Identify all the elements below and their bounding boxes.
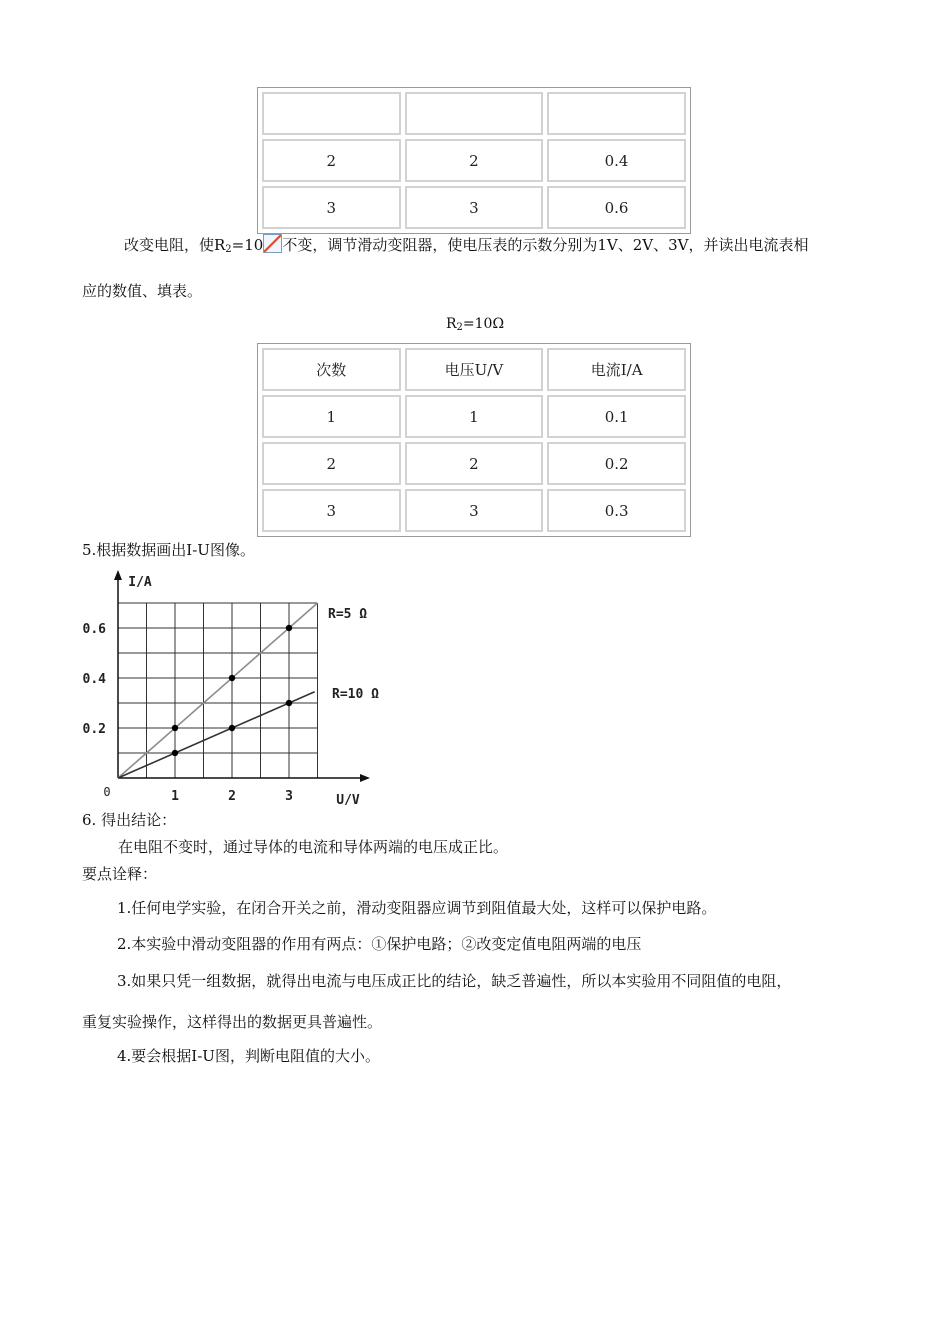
data-point bbox=[229, 725, 235, 731]
data-point bbox=[172, 750, 178, 756]
table-cell bbox=[262, 92, 401, 135]
conclusion-text: 在电阻不变时，通过导体的电流和导体两端的电压成正比。 bbox=[118, 838, 509, 856]
step-6-heading: 6. 得出结论： bbox=[82, 811, 177, 829]
note-4: 4.要会根据I-U图，判断电阻值的大小。 bbox=[117, 1047, 380, 1065]
data-table-r1 bbox=[257, 87, 691, 234]
x-tick-label: 1 bbox=[171, 789, 179, 804]
table-cell: 3 bbox=[405, 186, 544, 229]
subscript: 2 bbox=[225, 244, 232, 255]
data-table-r2 bbox=[257, 343, 691, 537]
note-2: 2.本实验中滑动变阻器的作用有两点：①保护电路；②改变定值电阻两端的电压 bbox=[117, 935, 642, 953]
x-tick-label: 2 bbox=[228, 789, 236, 804]
table-cell: 0.1 bbox=[547, 395, 686, 438]
text: 不变，调节滑动变阻器，使电压表的示数分别为1V、2V、3V，并读出电流表相 bbox=[282, 236, 809, 254]
table-cell: 3 bbox=[405, 489, 544, 532]
table-row bbox=[262, 442, 686, 485]
table-row bbox=[262, 139, 686, 182]
y-tick-label: 0.2 bbox=[82, 722, 106, 737]
text: =10Ω bbox=[462, 316, 505, 332]
origin-label: 0 bbox=[103, 785, 111, 799]
table-header-row bbox=[262, 348, 686, 391]
x-tick-label: 3 bbox=[285, 789, 293, 804]
table-cell: 2 bbox=[262, 139, 401, 182]
broken-image-icon bbox=[263, 234, 282, 253]
notes-title: 要点诠释： bbox=[82, 865, 158, 883]
column-header: 电压U/V bbox=[405, 348, 544, 391]
series-label: R=5 Ω bbox=[328, 607, 368, 622]
series-label: R=10 Ω bbox=[332, 687, 379, 702]
table-row bbox=[262, 489, 686, 532]
note-1: 1.任何电学实验，在闭合开关之前，滑动变阻器应调节到阻值最大处，这样可以保护电路。 bbox=[117, 899, 717, 917]
y-axis-label: I/A bbox=[128, 575, 152, 590]
table-cell: 2 bbox=[405, 139, 544, 182]
data-point bbox=[229, 675, 235, 681]
text: R bbox=[446, 316, 457, 332]
table-cell: 0.4 bbox=[547, 139, 686, 182]
data-point bbox=[172, 725, 178, 731]
table-cell: 0.6 bbox=[547, 186, 686, 229]
table-row bbox=[262, 186, 686, 229]
table-cell: 0.2 bbox=[547, 442, 686, 485]
text: 改变电阻，使R bbox=[124, 236, 226, 254]
iu-graph bbox=[80, 570, 400, 810]
table-cell: 1 bbox=[262, 395, 401, 438]
table-cell bbox=[547, 92, 686, 135]
data-point bbox=[286, 625, 292, 631]
series-line bbox=[118, 692, 315, 778]
y-axis-arrow-icon bbox=[114, 570, 122, 580]
table-caption bbox=[446, 316, 504, 333]
instruction-line-1 bbox=[124, 234, 808, 255]
column-header: 次数 bbox=[262, 348, 401, 391]
data-point bbox=[286, 700, 292, 706]
iu-graph-svg bbox=[80, 570, 400, 810]
note-3-line-1: 3.如果只凭一组数据，就得出电流与电压成正比的结论，缺乏普遍性，所以本实验用不同阻值的电阻， bbox=[117, 972, 792, 990]
instruction-line-2: 应的数值、填表。 bbox=[82, 282, 203, 300]
x-axis-label: U/V bbox=[336, 793, 360, 808]
table-cell: 1 bbox=[405, 395, 544, 438]
note-3-line-2: 重复实验操作，这样得出的数据更具普遍性。 bbox=[82, 1013, 383, 1031]
table-row bbox=[262, 92, 686, 135]
y-tick-label: 0.4 bbox=[82, 672, 106, 687]
column-header: 电流I/A bbox=[547, 348, 686, 391]
subscript: 2 bbox=[456, 322, 463, 333]
table-cell: 3 bbox=[262, 186, 401, 229]
y-tick-label: 0.6 bbox=[82, 622, 106, 637]
table-cell: 2 bbox=[405, 442, 544, 485]
table-cell: 2 bbox=[262, 442, 401, 485]
step-5-heading: 5.根据数据画出I-U图像。 bbox=[82, 541, 255, 559]
text: =10 bbox=[231, 236, 264, 254]
table-row bbox=[262, 395, 686, 438]
x-axis-arrow-icon bbox=[360, 774, 370, 782]
table-cell bbox=[405, 92, 544, 135]
table-cell: 3 bbox=[262, 489, 401, 532]
table-cell: 0.3 bbox=[547, 489, 686, 532]
